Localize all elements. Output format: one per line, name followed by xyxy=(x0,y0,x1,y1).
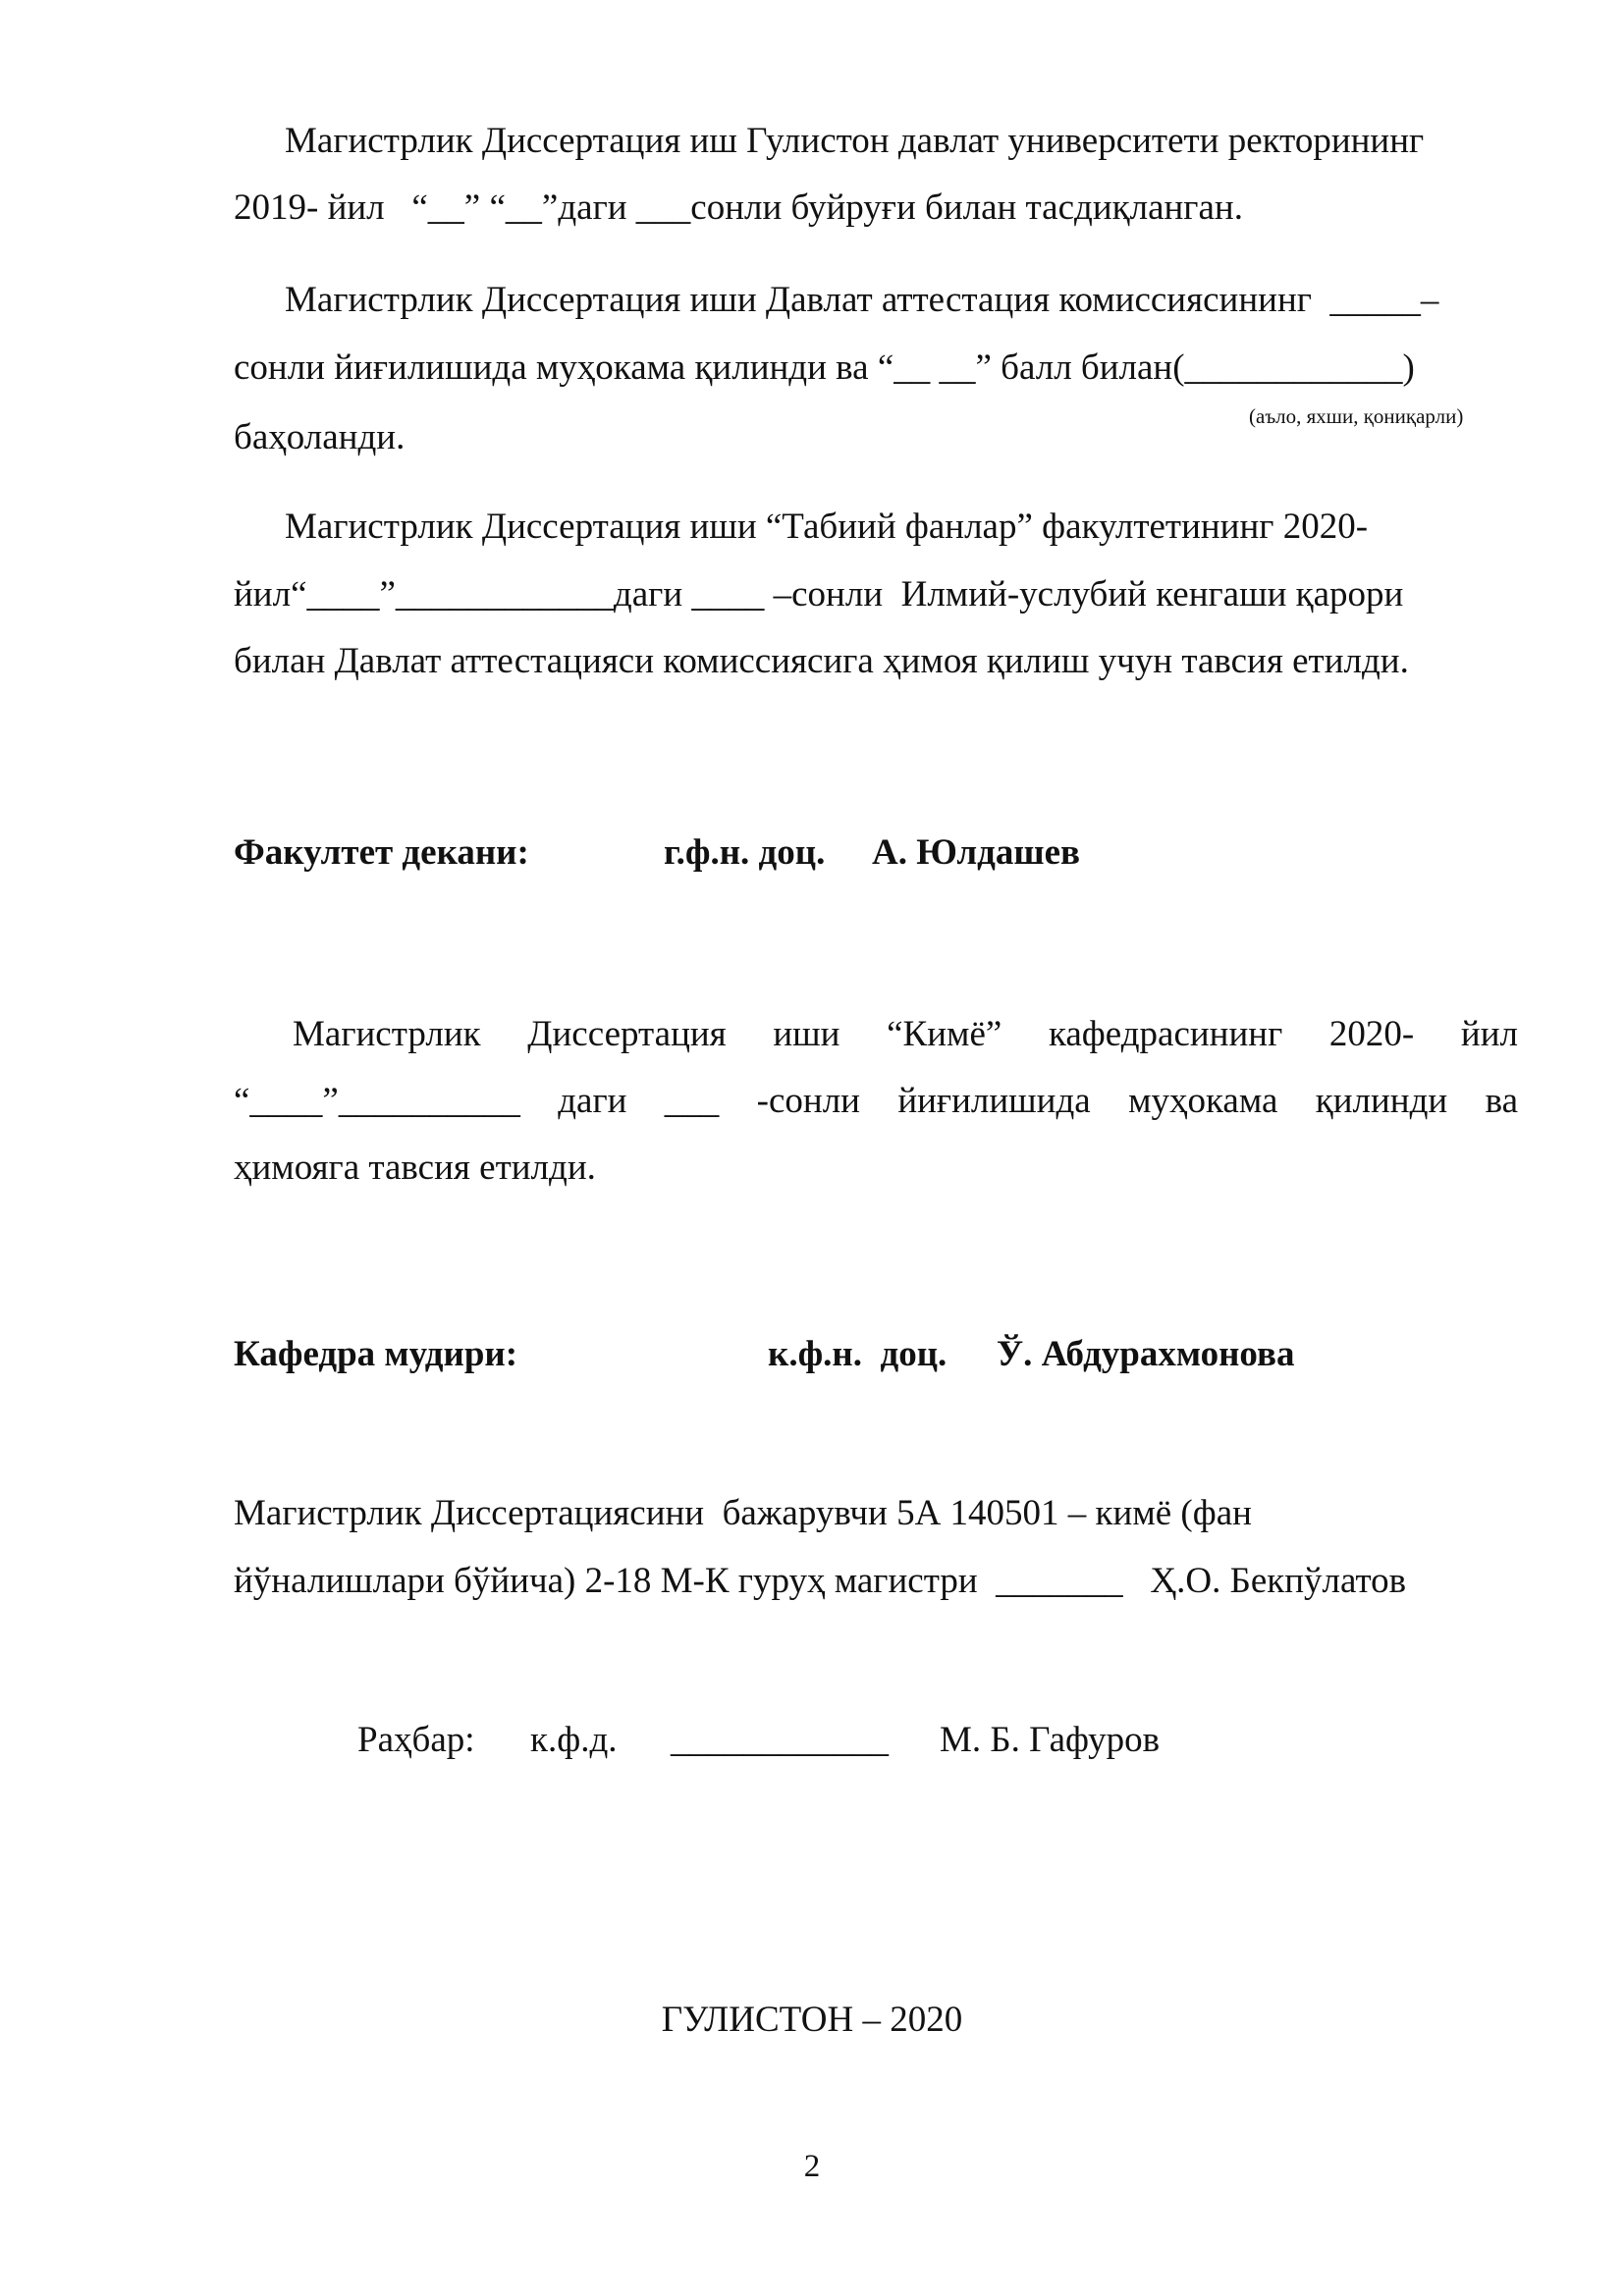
para3-line2: йил“____”____________даги ____ –сонли Илмий-услубий кенгаши қарори xyxy=(234,574,1404,614)
head-degree: к.ф.н. доц. xyxy=(768,1334,947,1374)
para4-line3: ҳимояга тавсия етилди. xyxy=(234,1148,596,1188)
para4-line2: “____”__________ даги ___ -сонли йиғилишида муҳокама қилинди ва xyxy=(234,1081,1518,1121)
para3-line3: билан Давлат аттестацияси комиссиясига ҳимоя қилиш учун тавсия етилди. xyxy=(234,641,1409,681)
head-label: Кафедра мудири: xyxy=(234,1334,518,1374)
executor-line2: йўналишлари бўйича) 2-18 М-К гуруҳ магистри _______ Ҳ.О. Бекпўлатов xyxy=(234,1561,1407,1601)
city-year: ГУЛИСТОН – 2020 xyxy=(661,2000,963,2040)
executor-line1: Магистрлик Диссертациясини бажарувчи 5А 140501 – кимё (фан xyxy=(234,1493,1252,1533)
para2-line3: баҳоланди. xyxy=(234,417,406,457)
supervisor-signature-blank: ____________ xyxy=(671,1720,889,1760)
para1-line1: Магистрлик Диссертация иш Гулистон давлат университети ректорининг xyxy=(285,121,1425,161)
dean-name: А. Юлдашев xyxy=(872,832,1081,873)
para4-line1: Магистрлик Диссертация иши “Кимё” кафедрасининг 2020- йил xyxy=(293,1014,1518,1054)
para2-line1: Магистрлик Диссертация иши Давлат аттестация комиссиясининг _____– xyxy=(285,280,1439,320)
dean-label: Факултет декани: xyxy=(234,832,529,873)
head-name: Ў. Абдурахмонова xyxy=(997,1334,1295,1374)
para1-line2: 2019- йил “__” “__”даги ___сонли буйруғи билан тасдиқланган. xyxy=(234,187,1243,228)
dean-degree: г.ф.н. доц. xyxy=(664,832,826,873)
supervisor-degree: к.ф.д. xyxy=(530,1720,618,1760)
supervisor-label: Раҳбар: xyxy=(357,1720,475,1760)
supervisor-name: М. Б. Гафуров xyxy=(940,1720,1161,1760)
para2-line2: сонли йиғилишида муҳокама қилинди ва “__ __” балл билан(____________) xyxy=(234,347,1415,388)
page-number: 2 xyxy=(803,2149,821,2184)
grade-note: (аъло, яхши, қониқарли) xyxy=(1249,404,1464,428)
para3-line1: Магистрлик Диссертация иши “Табиий фанлар” факултетининг 2020- xyxy=(285,507,1369,547)
